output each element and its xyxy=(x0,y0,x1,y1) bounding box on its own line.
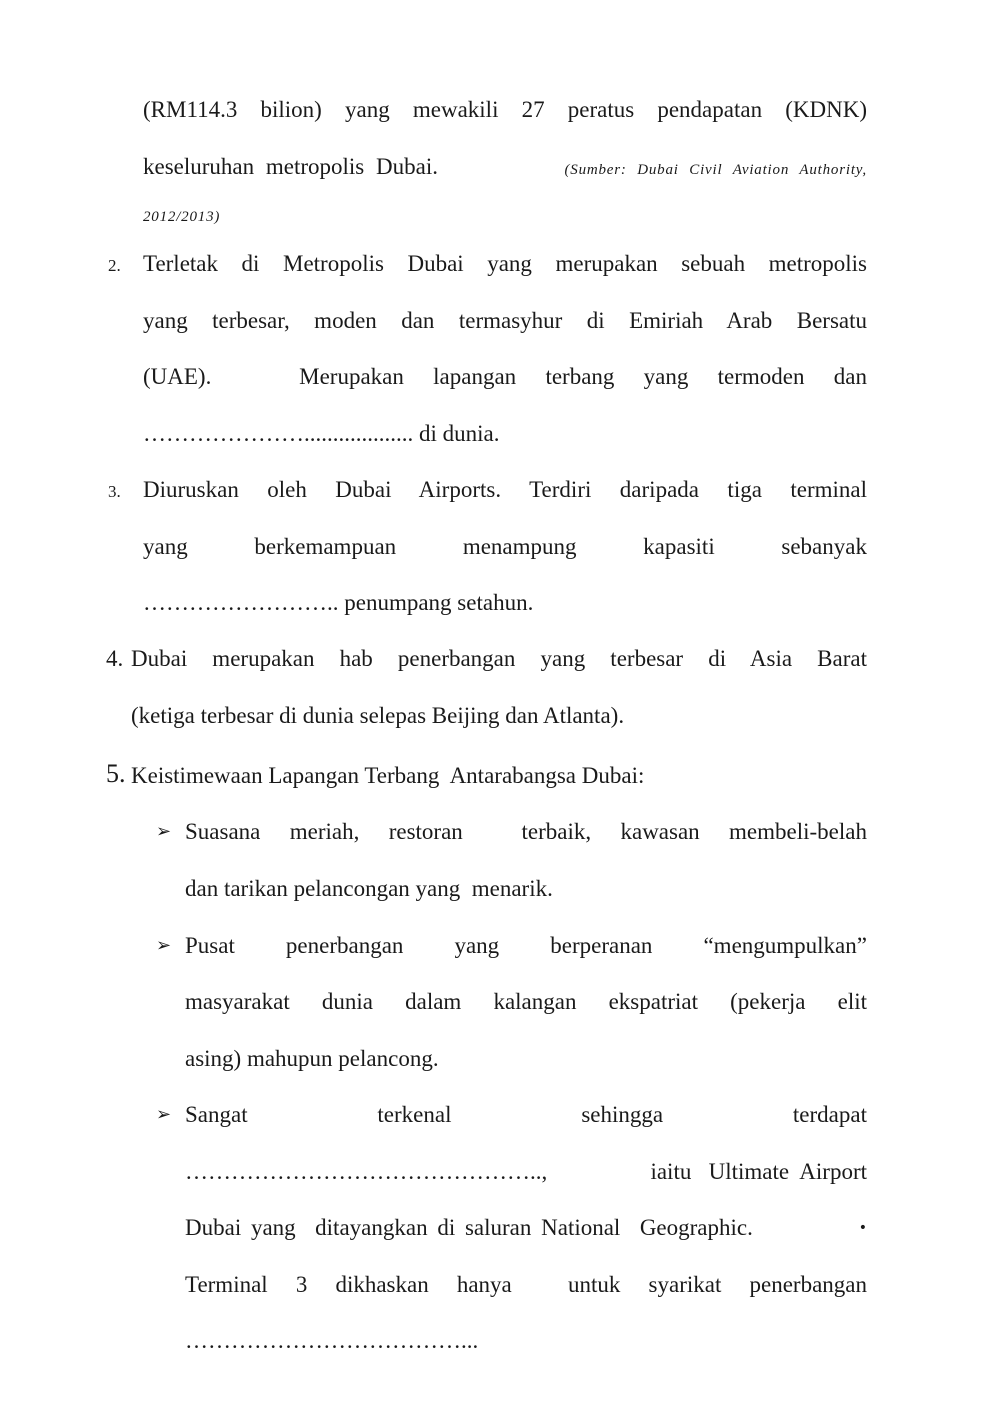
arrow-bullet-icon: ➢ xyxy=(156,935,172,956)
bullet-line: dan tarikan pelancongan yang menarik. xyxy=(185,876,553,901)
word: berkemampuan xyxy=(254,534,397,559)
word: Sangat xyxy=(185,1102,248,1127)
word: sehingga xyxy=(581,1102,664,1127)
bullet-line xyxy=(185,1158,867,1186)
list-item-line: (ketiga terbesar di dunia selepas Beijing dan Atlanta). xyxy=(131,703,625,728)
word: “mengumpulkan” xyxy=(703,933,867,958)
word: penerbangan xyxy=(285,933,404,958)
fill-in-blank: ……………………………………….., xyxy=(185,1159,548,1184)
list-item-line: yang terbesar, moden dan termasyhur di Emiriah Arab Bersatu xyxy=(143,308,867,333)
word: sebanyak xyxy=(781,534,867,559)
source-citation: (Sumber: Dubai Civil Aviation Authority, xyxy=(564,162,867,178)
paragraph-line: (RM114.3 bilion) yang mewakili 27 peratus pendapatan (KDNK) xyxy=(143,97,867,122)
section-heading: Keistimewaan Lapangan Terbang Antarabangsa Dubai: xyxy=(131,763,645,788)
bullet-line: Terminal 3 dikhaskan hanya untuk syarikat penerbangan xyxy=(185,1272,867,1297)
bullet-text: iaitu Ultimate Airport xyxy=(650,1159,867,1184)
list-item-line: (UAE). Merupakan lapangan terbang yang termoden dan xyxy=(143,364,867,389)
list-number-3: 3. xyxy=(108,482,121,501)
word: kapasiti xyxy=(643,534,715,559)
arrow-bullet-icon: ➢ xyxy=(156,1104,172,1125)
list-number-4: 4. xyxy=(106,646,124,671)
bullet-line: masyarakat dunia dalam kalangan ekspatriat (pekerja elit xyxy=(185,989,867,1014)
bullet-line xyxy=(185,1101,867,1129)
word: berperanan xyxy=(550,933,653,958)
word: terdapat xyxy=(792,1102,867,1127)
arrow-bullet-icon: ➢ xyxy=(156,821,172,842)
list-item-line: Terletak di Metropolis Dubai yang merupakan sebuah metropolis xyxy=(143,251,867,276)
list-item-line: Dubai merupakan hab penerbangan yang terbesar di Asia Barat xyxy=(131,646,867,671)
bullet-line xyxy=(185,932,867,960)
word: yang xyxy=(143,534,188,559)
word: yang xyxy=(454,933,500,958)
fill-in-blank-line: …………………................... di dunia. xyxy=(143,421,500,446)
fill-in-blank-line: …………………….. penumpang setahun. xyxy=(143,590,534,615)
bullet-line: asing) mahupun pelancong. xyxy=(185,1046,439,1071)
word: terkenal xyxy=(377,1102,452,1127)
list-number-5: 5. xyxy=(106,759,126,788)
bullet-line xyxy=(185,1214,867,1242)
source-citation-year: 2012/2013) xyxy=(143,209,221,225)
fill-in-blank-line: ………………………………... xyxy=(185,1328,479,1353)
word: menampung xyxy=(462,534,577,559)
list-item-line xyxy=(143,533,867,561)
paragraph-line xyxy=(143,153,867,181)
paragraph-text: keseluruhan metropolis Dubai. xyxy=(143,154,438,179)
bullet-line: Suasana meriah, restoran terbaik, kawasan membeli-belah xyxy=(185,819,867,844)
bullet-text: Dubai yang ditayangkan di saluran National Geographic. xyxy=(185,1215,753,1240)
list-item-line: Diuruskan oleh Dubai Airports. Terdiri daripada tiga terminal xyxy=(143,477,867,502)
list-number-2: 2. xyxy=(108,256,121,275)
small-bullet-dot-icon: • xyxy=(858,1220,867,1236)
word: Pusat xyxy=(185,933,235,958)
